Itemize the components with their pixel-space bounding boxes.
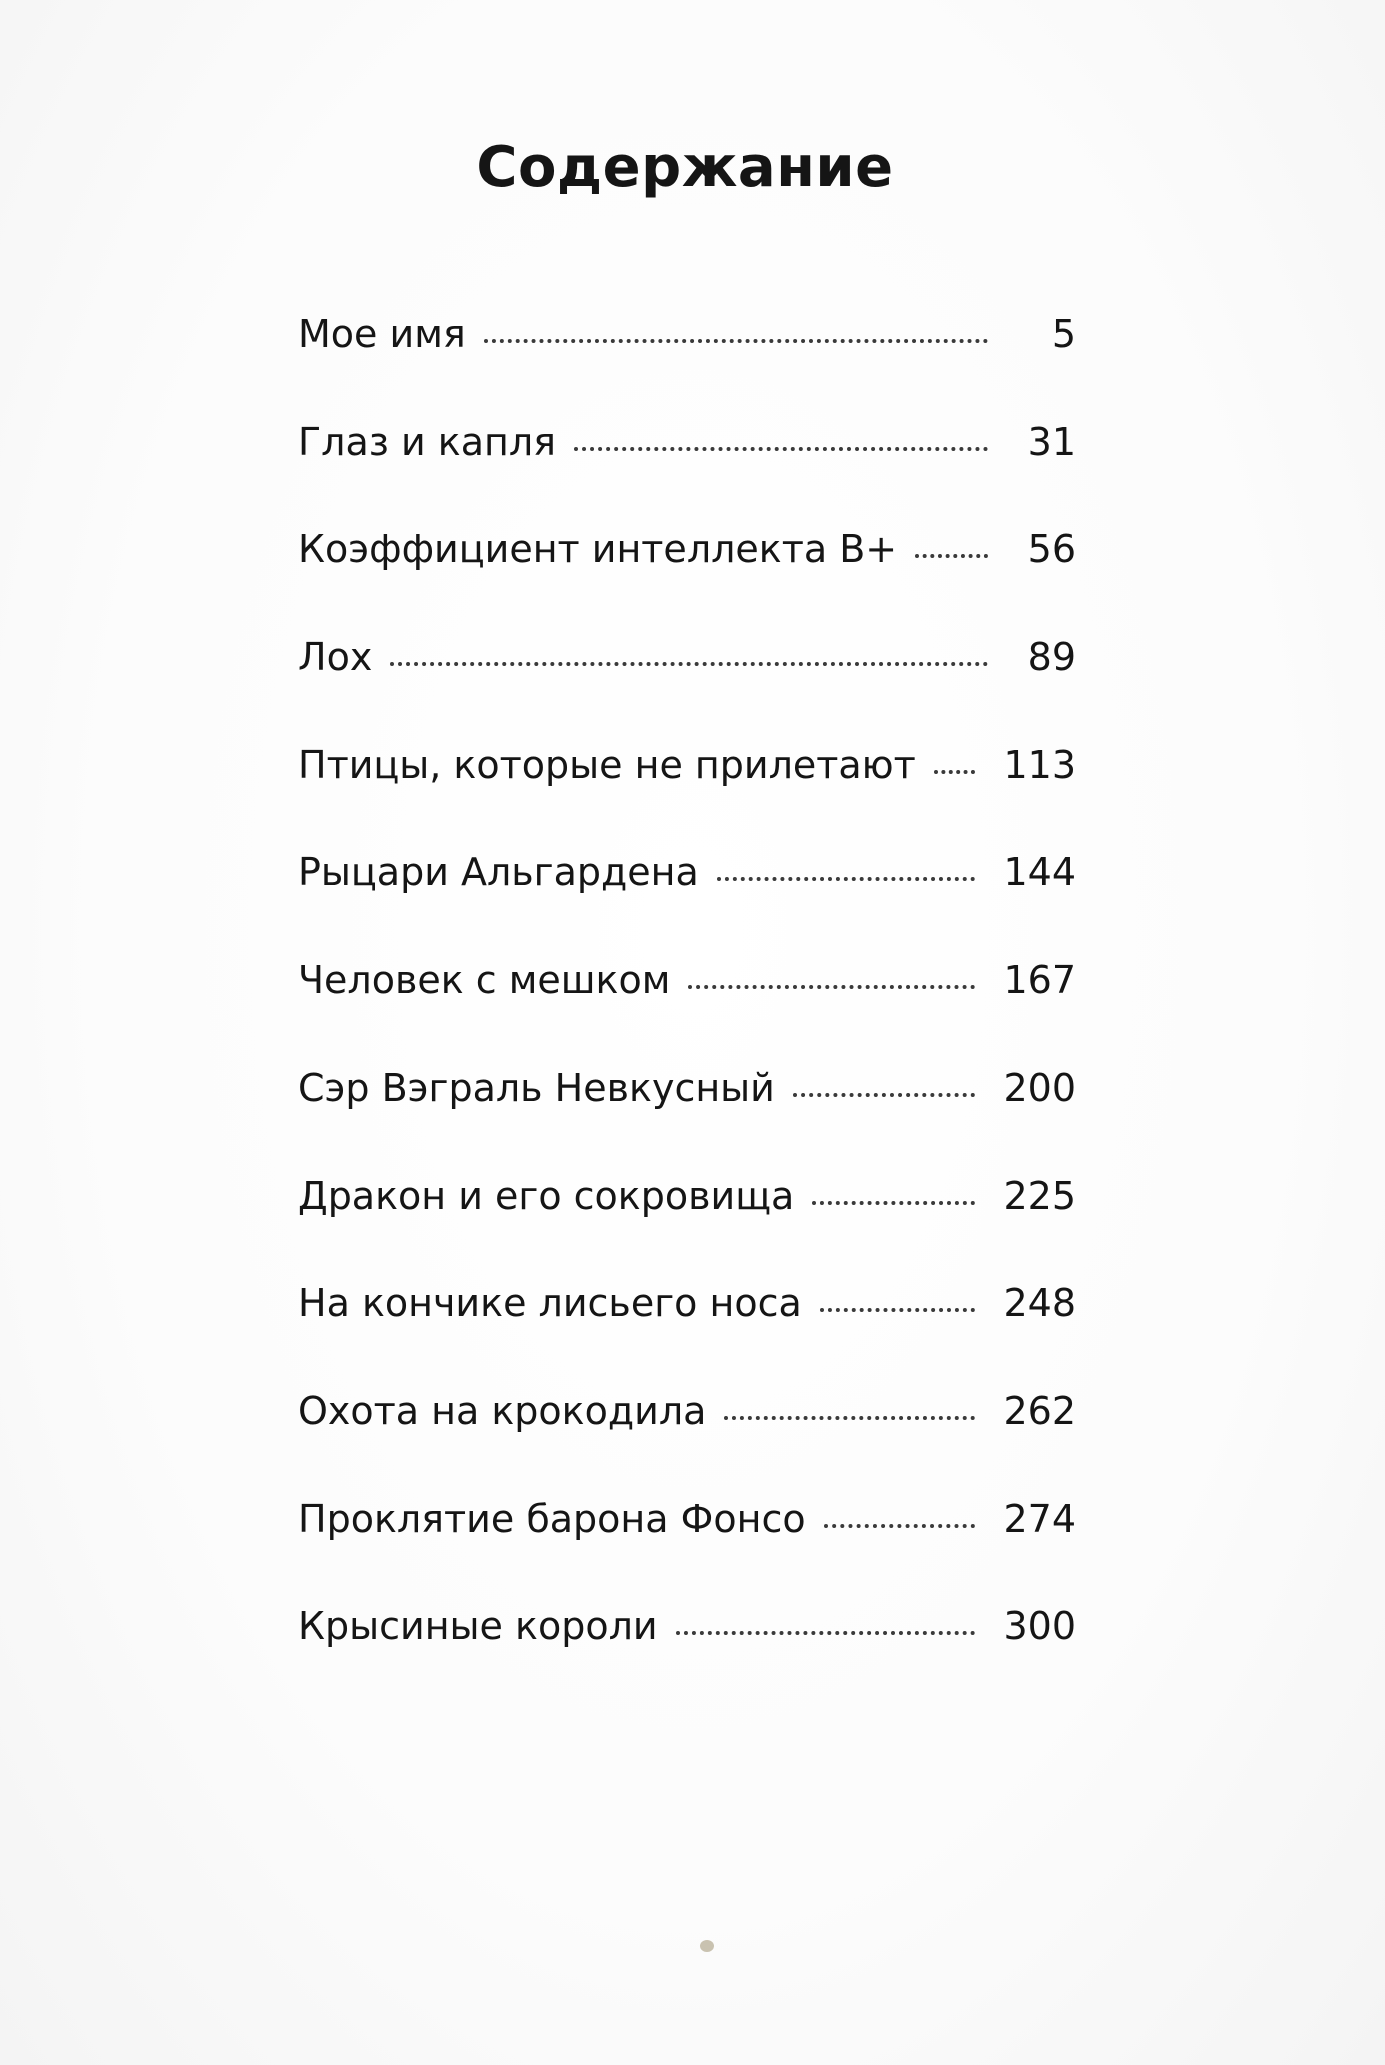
toc-entry-page: 248 xyxy=(1003,1281,1076,1326)
page-title: Содержание xyxy=(476,135,894,200)
toc-entry-page: 5 xyxy=(1051,312,1076,356)
toc-entry-page: 56 xyxy=(1027,527,1076,572)
toc-entry xyxy=(298,735,1076,843)
toc-entry-page: 225 xyxy=(1003,1173,1076,1218)
toc-entry-title: Охота на крокодила xyxy=(298,1388,707,1433)
toc-entry xyxy=(298,304,1076,412)
toc-entry-title: Дракон и его сокровища xyxy=(298,1173,795,1218)
toc-entry-title: Коэффициент интеллекта B+ xyxy=(298,527,898,572)
toc-entry-page: 200 xyxy=(1003,1065,1076,1110)
dot-leader xyxy=(793,1093,976,1097)
toc-entry xyxy=(298,519,1076,627)
toc-entry-page: 89 xyxy=(1027,635,1076,680)
dot-leader xyxy=(812,1201,975,1205)
toc-entry xyxy=(298,1489,1076,1597)
dot-leader xyxy=(934,770,976,774)
toc-entry xyxy=(298,1273,1076,1381)
dot-leader xyxy=(820,1308,976,1312)
toc-entry-page: 31 xyxy=(1027,419,1076,464)
dot-leader xyxy=(724,1416,975,1420)
toc-entry-page: 167 xyxy=(1003,958,1076,1003)
toc-entry-page: 274 xyxy=(1003,1496,1076,1541)
toc-entry-title: Человек с мешком xyxy=(298,958,671,1003)
toc-entry xyxy=(298,627,1076,735)
toc-entry xyxy=(298,950,1076,1058)
toc-entry-title: Лох xyxy=(298,635,373,680)
toc-entry xyxy=(298,842,1076,950)
toc-entry xyxy=(298,1058,1076,1166)
toc-entry-title: Сэр Вэграль Невкусный xyxy=(298,1065,775,1110)
toc-entry-title: Проклятие барона Фонсо xyxy=(298,1496,806,1541)
toc-entry xyxy=(298,412,1076,520)
toc-entry xyxy=(298,1166,1076,1274)
dot-leader xyxy=(484,339,988,343)
toc-entry-title: Птицы, которые не прилетают xyxy=(298,742,916,787)
dot-leader xyxy=(915,554,988,558)
dot-leader xyxy=(574,447,988,451)
toc-entry-page: 262 xyxy=(1003,1388,1076,1433)
dot-leader xyxy=(824,1524,976,1528)
dot-leader xyxy=(390,662,988,666)
dot-leader xyxy=(717,877,976,881)
dot-leader xyxy=(688,985,975,989)
toc-entry-title: Рыцари Альгардена xyxy=(298,850,699,895)
toc-entry-title: Крысиные короли xyxy=(298,1604,658,1649)
paper-speck xyxy=(700,1940,714,1952)
toc-entry-page: 113 xyxy=(1003,742,1076,787)
toc-entry xyxy=(298,1596,1076,1704)
table-of-contents xyxy=(298,304,1076,1704)
toc-entry-title: Глаз и капля xyxy=(298,419,557,464)
dot-leader xyxy=(676,1631,976,1635)
toc-entry-title: Мое имя xyxy=(298,312,466,356)
toc-entry-page: 300 xyxy=(1003,1604,1076,1649)
toc-entry xyxy=(298,1381,1076,1489)
toc-entry-title: На кончике лисьего носа xyxy=(298,1281,802,1326)
toc-entry-page: 144 xyxy=(1003,850,1076,895)
